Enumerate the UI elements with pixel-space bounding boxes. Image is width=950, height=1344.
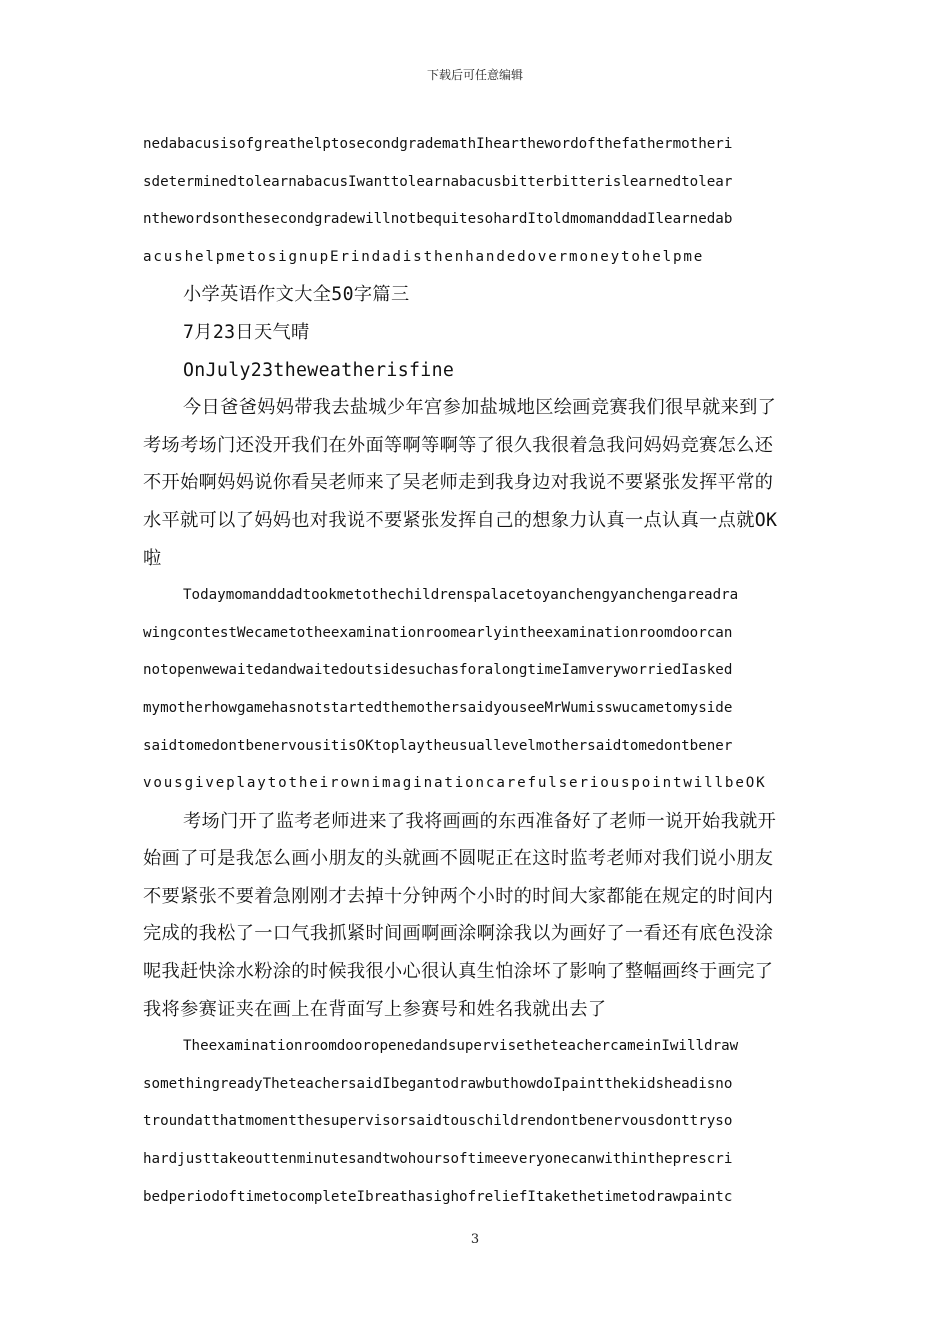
text-line: 不要紧张不要着急刚刚才去掉十分钟两个小时的时间大家都能在规定的时间内	[143, 885, 774, 907]
text-line: 始画了可是我怎么画小朋友的头就画不圆呢正在这时监考老师对我们说小朋友	[143, 848, 774, 870]
text-line: hardjusttakeouttenminutesandtwohoursoftimeeveryonecanwithintheprescri	[143, 1151, 733, 1168]
page-number: 3	[470, 1232, 480, 1247]
text-line: 完成的我松了一口气我抓紧时间画啊画涂啊涂我以为画好了一看还有底色没涂	[143, 923, 774, 945]
text-line: acushelpmetosignupErindadisthenhandedovermoneytohelpme	[143, 248, 705, 265]
text-line: 水平就可以了妈妈也对我说不要紧张发挥自己的想象力认真一点认真一点就OK	[143, 509, 778, 531]
text-line: Todaymomanddadtookmetothechildrenspalacetoyanchengyanchengareadra	[183, 587, 739, 604]
text-line: 今日爸爸妈妈带我去盐城少年宫参加盐城地区绘画竞赛我们很早就来到了	[183, 397, 777, 419]
text-line: somethingreadyTheteachersaidIbegantodrawbuthowdoIpaintthekidsheadisno	[143, 1075, 733, 1092]
page-header: 下载后可任意编辑	[426, 68, 523, 82]
text-line: saidtomedontbenervousitisOKtoplaytheusuallevelmothersaidtomedontbener	[143, 737, 733, 754]
text-line: wingcontestWecametotheexaminationroomearlyintheexaminationroomdoorcan	[143, 624, 733, 641]
text-line: troundatthatmomentthesupervisorsaidtouschildrendontbenervousdonttryso	[143, 1113, 733, 1130]
text-line: 呢我赶快涂水粉涂的时候我很小心很认真生怕涂坏了影响了整幅画终于画完了	[143, 961, 774, 983]
text-line: 啦	[143, 547, 162, 569]
text-line: notopenwewaitedandwaitedoutsidesuchasforalongtimeIamveryworriedIasked	[143, 662, 733, 679]
text-line: sdeterminedtolearnabacusIwanttolearnabacusbitterbitterislearnedtolear	[143, 173, 733, 190]
text-line: 我将参赛证夹在画上在背面写上参赛号和姓名我就出去了	[143, 998, 607, 1020]
text-line: nedabacusisofgreathelptosecondgrademathIhearthewordofthefathermotheri	[143, 136, 733, 152]
body-text	[143, 126, 808, 1216]
section-heading: 小学英语作文大全50字篇三	[183, 284, 410, 306]
text-line: 考场考场门还没开我们在外面等啊等啊等了很久我很着急我问妈妈竞赛怎么还	[143, 434, 774, 456]
date-line: 7月23日天气晴	[183, 321, 310, 343]
text-line: mymotherhowgamehasnotstartedthemothersaidyouseeMrWumisswucametomyside	[143, 699, 733, 716]
text-line: TheexaminationroomdooropenedandsupervisetheteachercameinIwilldraw	[183, 1038, 739, 1055]
text-line: OnJuly23theweatherisfine	[183, 359, 455, 381]
text-line: vousgiveplaytotheirownimaginationcarefulseriouspointwillbeOK	[143, 775, 767, 792]
text-line: 考场门开了监考老师进来了我将画画的东西准备好了老师一说开始我就开	[183, 810, 777, 832]
text-line: nthewordsonthesecondgradewillnotbequitesohardItoldmomanddadIlearnedab	[143, 211, 733, 228]
text-line: 不开始啊妈妈说你看吴老师来了吴老师走到我身边对我说不要紧张发挥平常的	[143, 472, 774, 494]
text-line: bedperiodoftimetocompleteIbreathasighofreliefItakethetimetodrawpaintc	[143, 1188, 733, 1205]
